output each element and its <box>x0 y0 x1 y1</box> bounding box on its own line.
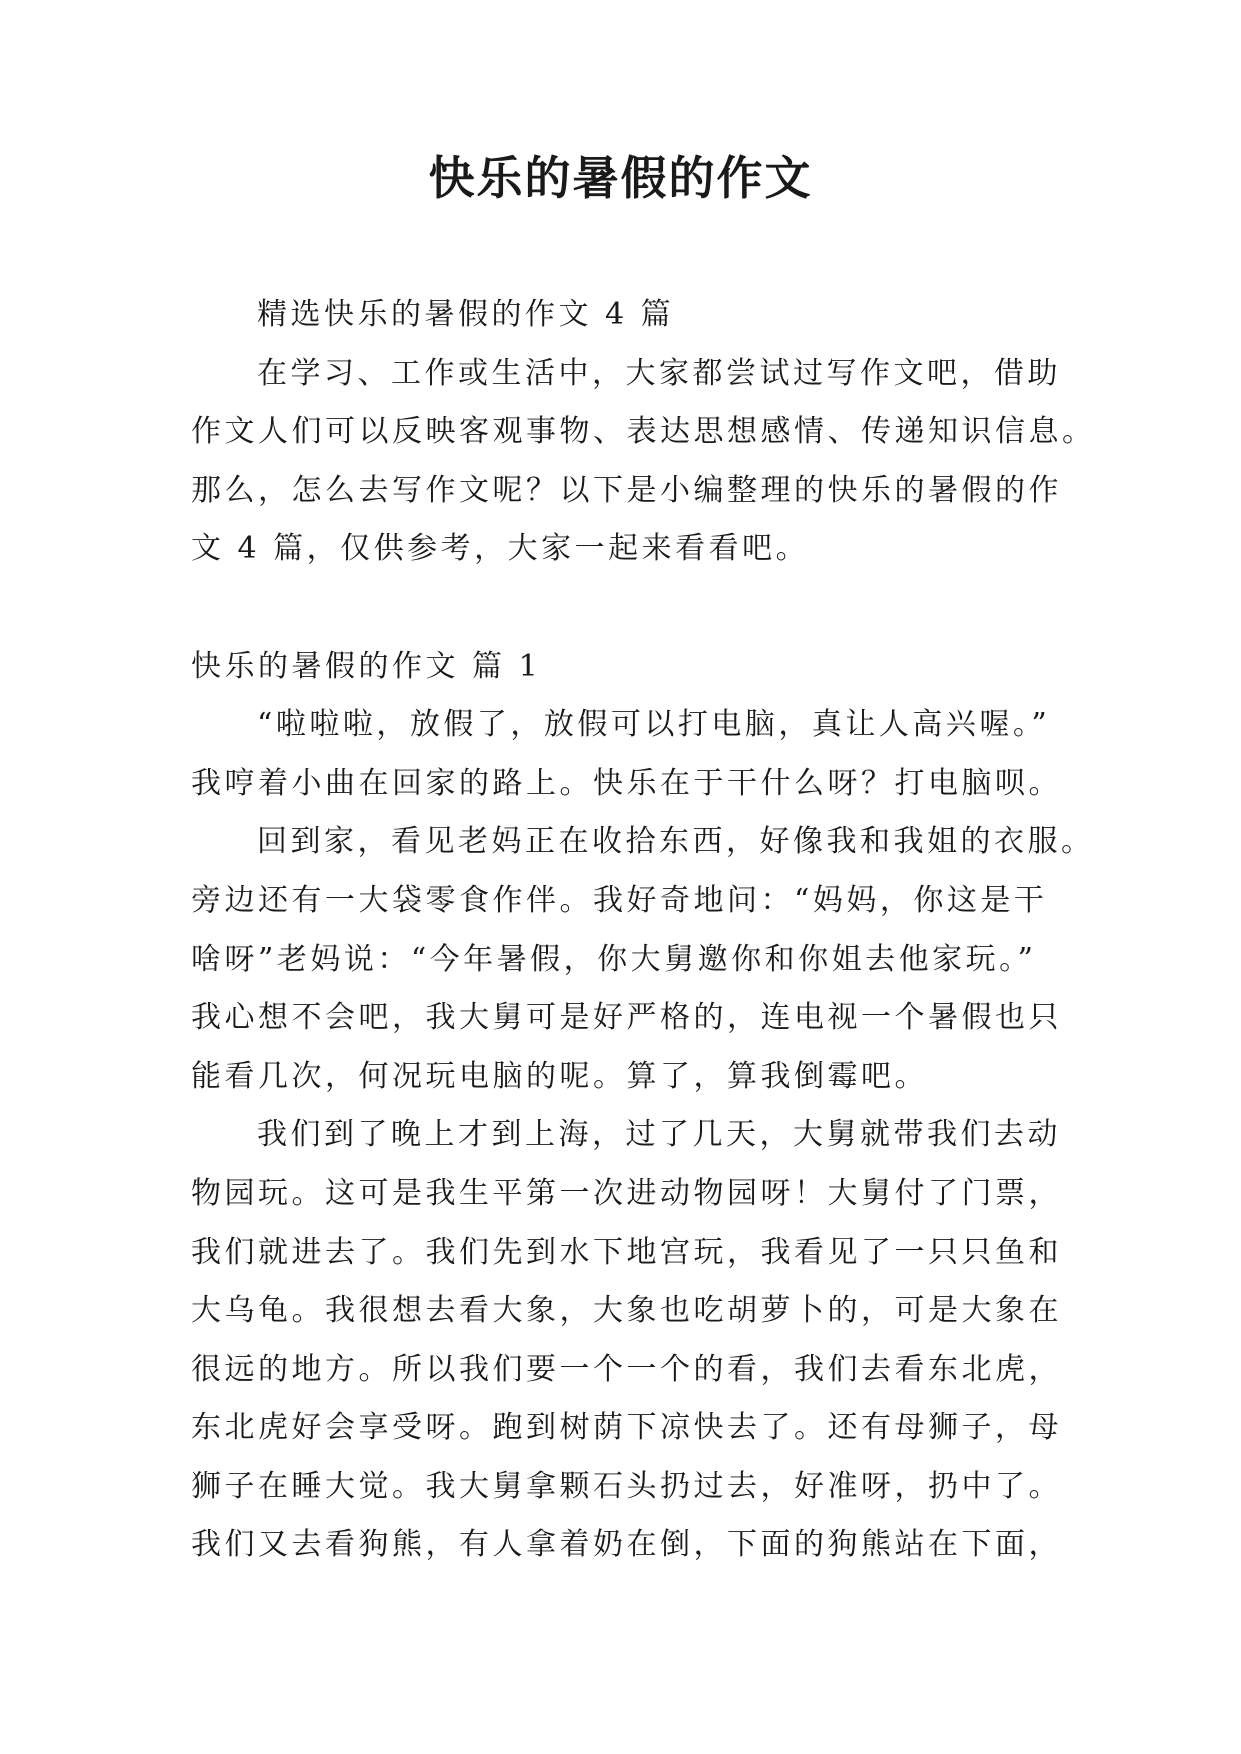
essay-line: 我们又去看狗熊，有人拿着奶在倒，下面的狗熊站在下面， <box>191 1527 1062 1563</box>
essay-line: 我们就进去了。我们先到水下地宫玩，我看见了一只只鱼和 <box>191 1234 1062 1270</box>
essay-line: 旁边还有一大袋零食作伴。我好奇地问：“妈妈，你这是干 <box>191 882 1048 918</box>
essay-line: 很远的地方。所以我们要一个一个的看，我们去看东北虎， <box>191 1351 1062 1387</box>
document-title: 快乐的暑假的作文 <box>428 151 813 205</box>
intro-line: 在学习、工作或生活中，大家都尝试过写作文吧，借助 <box>257 355 1061 391</box>
essay-line: 啥呀”老妈说：“今年暑假，你大舅邀你和你姐去他家玩。” <box>191 941 1037 977</box>
intro-line: 作文人们可以反映客观事物、表达思想感情、传递知识信息。 <box>191 414 1096 450</box>
intro-line: 文 4 篇，仅供参考，大家一起来看看吧。 <box>191 531 810 567</box>
essay-line: “啦啦啦，放假了，放假可以打电脑，真让人高兴喔。” <box>257 707 1051 743</box>
essay-line: 我们到了晚上才到上海，过了几天，大舅就带我们去动 <box>257 1117 1061 1153</box>
intro-line: 那么，怎么去写作文呢？以下是小编整理的快乐的暑假的作 <box>191 472 1062 508</box>
paragraph-gap <box>191 579 1061 638</box>
essay-line: 物园玩。这可是我生平第一次进动物园呀！大舅付了门票， <box>191 1175 1062 1211</box>
section-heading: 快乐的暑假的作文 篇 1 <box>191 648 542 684</box>
essay-line: 回到家，看见老妈正在收拾东西，好像我和我姐的衣服。 <box>257 824 1095 860</box>
subtitle-line: 精选快乐的暑假的作文 4 篇 <box>257 297 675 332</box>
document-body <box>191 286 1096 1575</box>
essay-line: 能看几次，何况玩电脑的呢。算了，算我倒霉吧。 <box>191 1058 928 1094</box>
essay-line: 狮子在睡大觉。我大舅拿颗石头扔过去，好准呀，扔中了。 <box>191 1468 1062 1504</box>
essay-line: 我哼着小曲在回家的路上。快乐在于干什么呀？打电脑呗。 <box>191 765 1062 801</box>
essay-line: 我心想不会吧，我大舅可是好严格的，连电视一个暑假也只 <box>191 1000 1062 1036</box>
essay-line: 东北虎好会享受呀。跑到树荫下凉快去了。还有母狮子，母 <box>191 1410 1062 1446</box>
essay-line: 大乌龟。我很想去看大象，大象也吃胡萝卜的，可是大象在 <box>191 1293 1062 1329</box>
